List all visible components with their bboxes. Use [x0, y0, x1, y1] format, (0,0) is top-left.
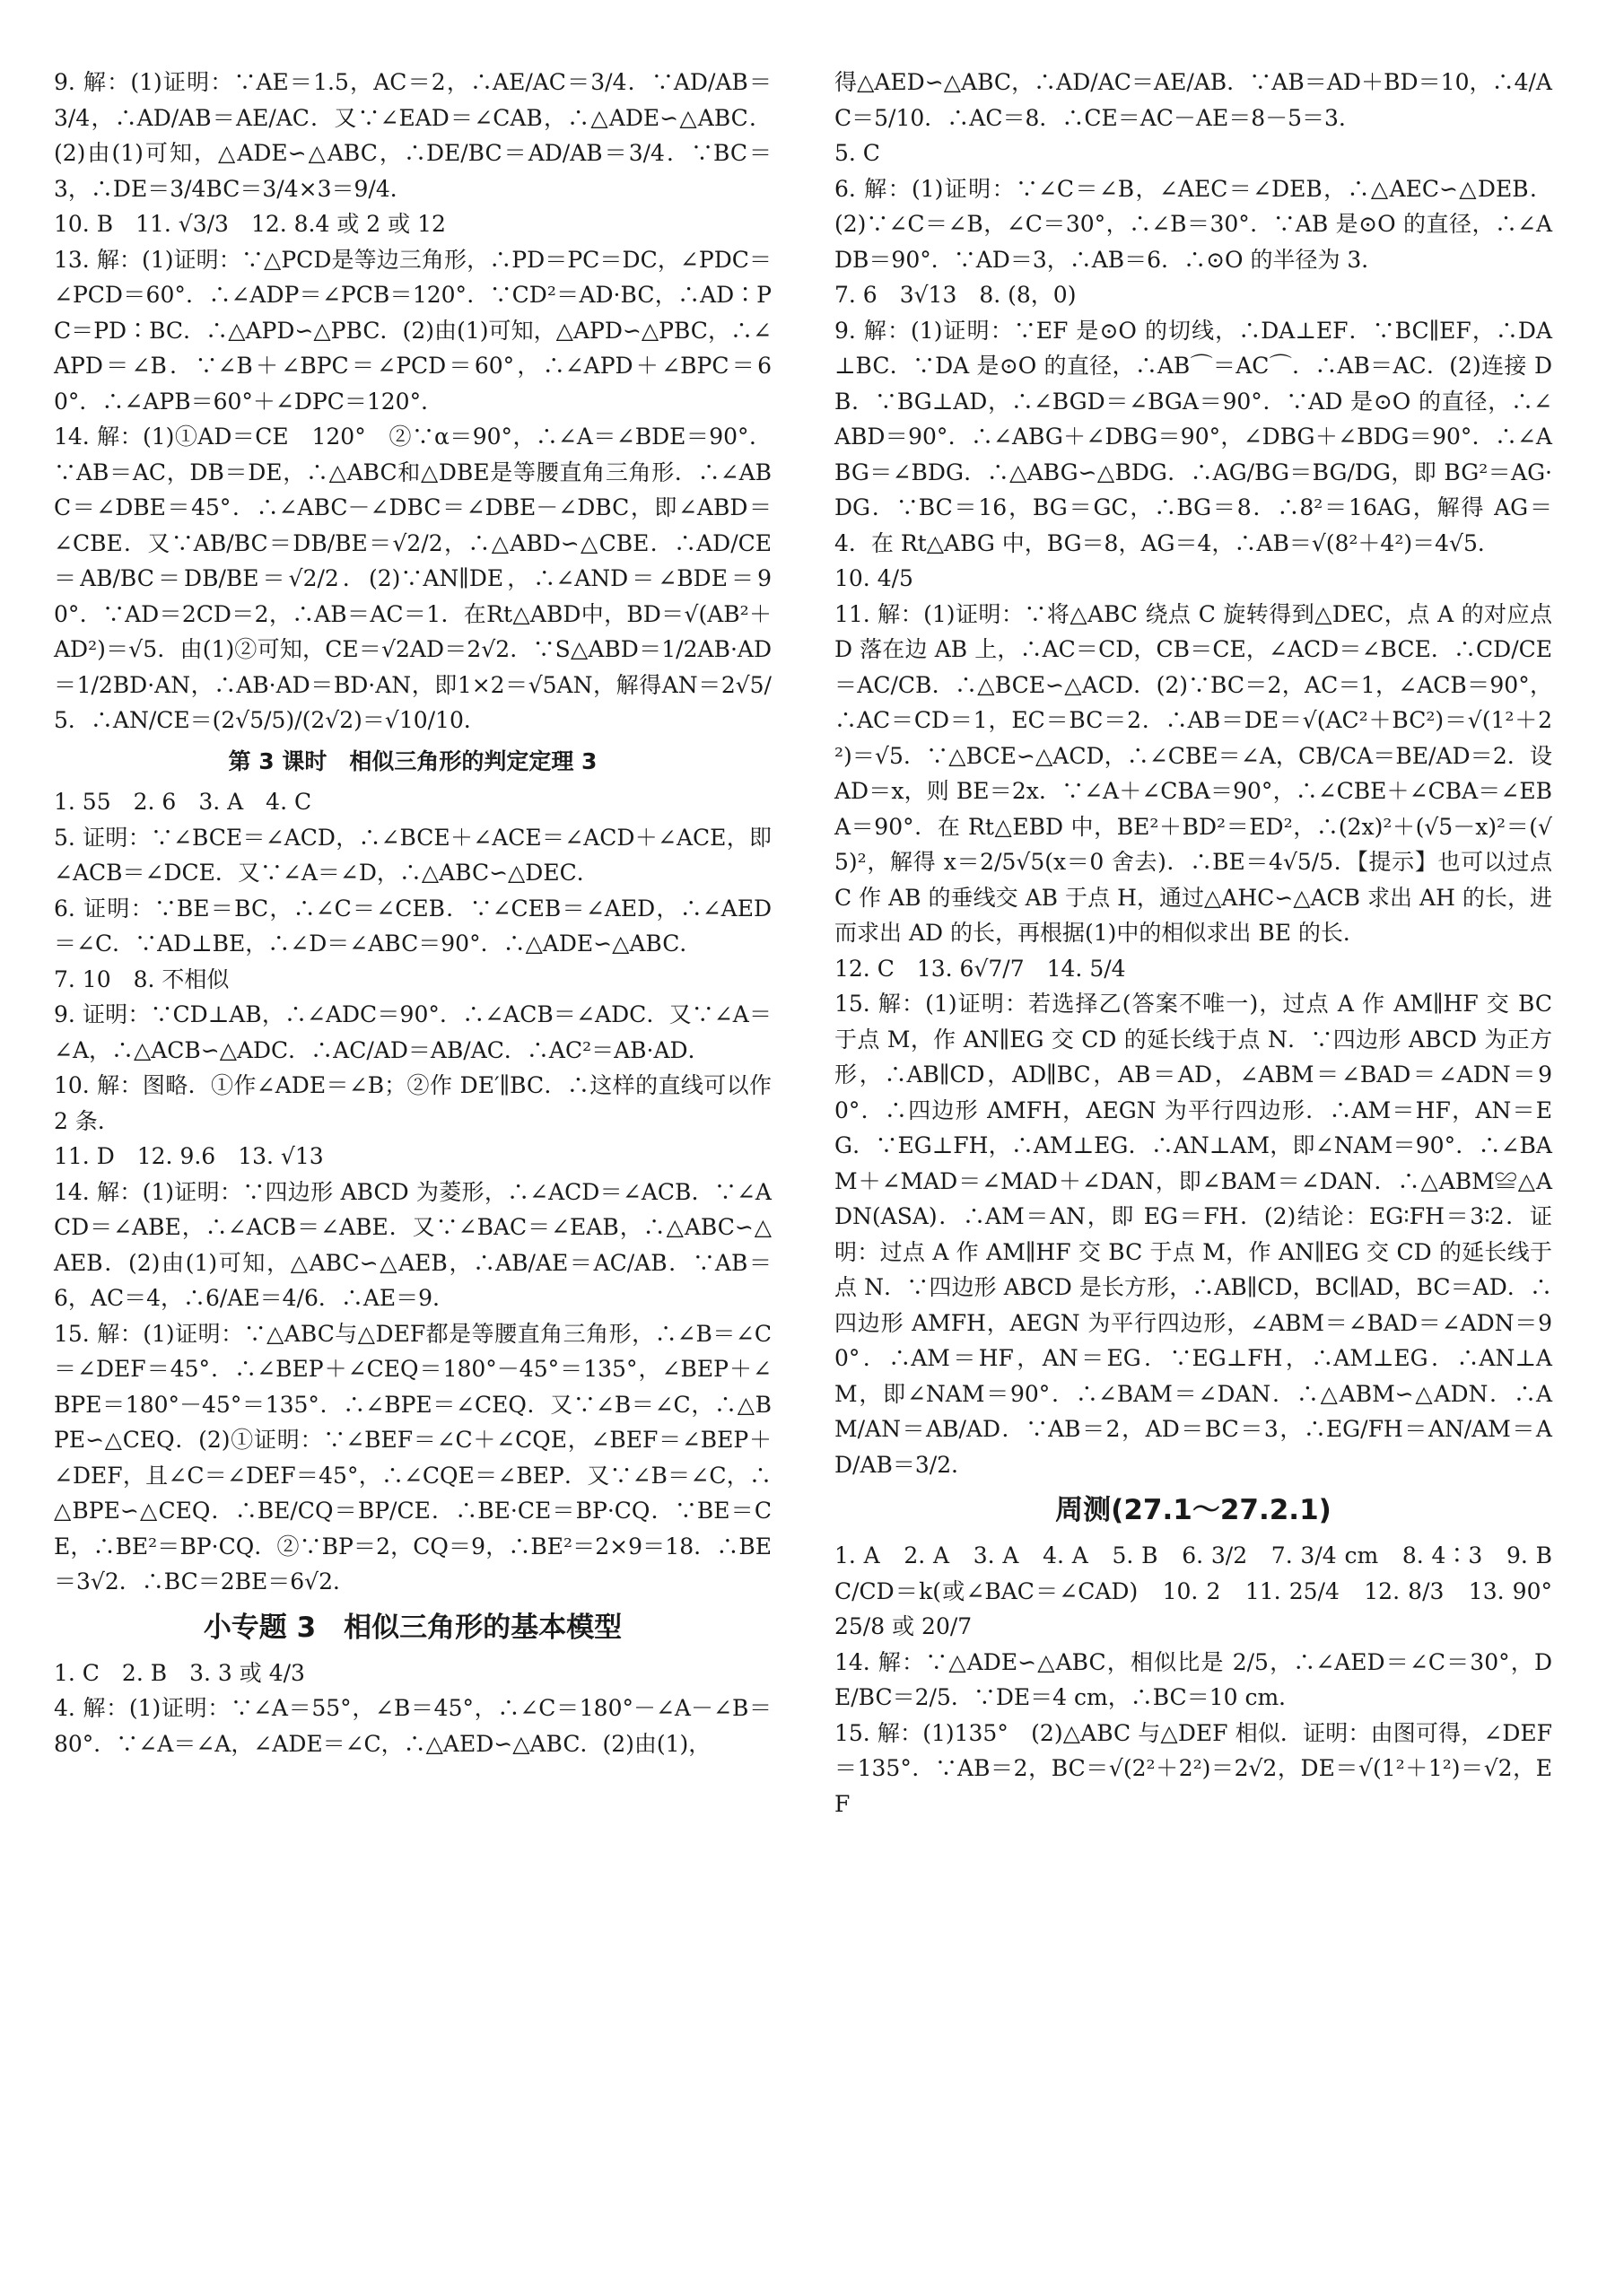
section-heading: 第 3 课时 相似三角形的判定定理 3: [228, 747, 598, 774]
answer-item: 10. 4/5: [834, 565, 913, 591]
answer-item: 1. A 2. A 3. A 4. A 5. B 6. 3/2 7. 3/4 cm 8. 4∶3 9. BC/CD＝k(或∠BAC＝∠CAD) 10. 2 11. 25/4 12. 8/3 13. 90° 25/8 或 20/7: [834, 1542, 1576, 1639]
answer-item: 得△AED∽△ABC，∴AD/AC＝AE/AB．∵AB＝AD＋BD＝10，∴4/AC＝5/10．∴AC＝8．∴CE＝AC－AE＝8－5＝3．: [834, 69, 1552, 131]
answer-item: 1. 55 2. 6 3. A 4. C: [54, 789, 312, 815]
answer-item: 11. D 12. 9.6 13. √13: [54, 1143, 324, 1169]
section-heading: 小专题 3 相似三角形的基本模型: [203, 1611, 623, 1644]
answer-item: 14. 解：∵△ADE∽△ABC，相似比是 2/5，∴∠AED＝∠C＝30°，DE/BC＝2/5．∵DE＝4 cm，∴BC＝10 cm．: [834, 1648, 1552, 1710]
answer-item: 12. C 13. 6√7/7 14. 5/4: [834, 955, 1126, 982]
answer-item: 9. 解：(1)证明：∵AE＝1.5，AC＝2，∴AE/AC＝3/4．∵AD/AB＝3/4，∴AD/AB＝AE/AC．又∵∠EAD＝∠CAB，∴△ADE∽△ABC．(2)由(1)可知，△ADE∽△ABC，∴DE/BC＝AD/AB＝3/4．∵BC＝3，∴DE＝3/4BC＝3/4×3＝9/4．: [54, 69, 772, 202]
answer-item: 5. C: [834, 140, 880, 166]
answer-item: 4. 解：(1)证明：∵∠A＝55°，∠B＝45°，∴∠C＝180°－∠A－∠B＝80°．∵∠A＝∠A，∠ADE＝∠C，∴△AED∽△ABC．(2)由(1)，: [54, 1695, 772, 1757]
right-column: [834, 65, 1576, 1822]
answer-item: 6. 证明：∵BE＝BC，∴∠C＝∠CEB．∵∠CEB＝∠AED，∴∠AED＝∠C．∵AD⊥BE，∴∠D＝∠ABC＝90°．∴△ADE∽△ABC．: [54, 895, 772, 957]
answer-item: 1. C 2. B 3. 3 或 4/3: [54, 1659, 305, 1686]
section-heading: 周测(27.1～27.2.1): [1055, 1494, 1332, 1526]
answer-item: 7. 6 3√13 8. (8，0): [834, 282, 1077, 308]
answer-item: 15. 解：(1)135° (2)△ABC 与△DEF 相似．证明：由图可得，∠DEF＝135°．∵AB＝2，BC＝√(2²＋2²)＝2√2，DE＝√(1²＋1²)＝√2，EF: [834, 1719, 1552, 1817]
answer-item: 14. 解：(1)证明：∵四边形 ABCD 为菱形，∴∠ACD＝∠ACB．∵∠ACD＝∠ABE，∴∠ACB＝∠ABE．又∵∠BAC＝∠EAB，∴△ABC∽△AEB．(2)由(1)可知，△ABC∽△AEB，∴AB/AE＝AC/AB．∵AB＝6，AC＝4，∴6/AE＝4/6．∴AE＝9．: [54, 1178, 772, 1311]
answer-item: 10. B 11. √3/3 12. 8.4 或 2 或 12: [54, 211, 446, 237]
answer-item: 9. 解：(1)证明：∵EF 是⊙O 的切线，∴DA⊥EF．∵BC∥EF，∴DA⊥BC．∵DA 是⊙O 的直径，∴AB⌒＝AC⌒．∴AB＝AC．(2)连接 DB．∵BG⊥AD，∴∠BGD＝∠BGA＝90°．∵AD 是⊙O 的直径，∴∠ABD＝90°．∴∠ABG＋∠DBG＝90°，∠DBG＋∠BDG＝90°．∴∠ABG＝∠BDG．∴△ABG∽△BDG．∴AG/BG＝BG/DG，即 BG²＝AG·DG．∵BC＝16，BG＝GC，∴BG＝8．∴8²＝16AG，解得 AG＝4．在 Rt△ABG 中，BG＝8，AG＝4，∴AB＝√(8²＋4²)＝4√5．: [834, 317, 1552, 556]
answer-item: 13. 解：(1)证明：∵△PCD是等边三角形，∴PD＝PC＝DC，∠PDC＝∠PCD＝60°．∴∠ADP＝∠PCB＝120°．∵CD²＝AD·BC，∴AD∶PC＝PD∶BC．∴△APD∽△PBC．(2)由(1)可知，△APD∽△PBC，∴∠APD＝∠B．∵∠B＋∠BPC＝∠PCD＝60°，∴∠APD＋∠BPC＝60°．∴∠APB＝60°＋∠DPC＝120°．: [54, 246, 772, 415]
answer-item: 11. 解：(1)证明：∵将△ABC 绕点 C 旋转得到△DEC，点 A 的对应点 D 落在边 AB 上，∴AC＝CD，CB＝CE，∠ACD＝∠BCE．∴CD/CE＝AC/CB．∴△BCE∽△ACD．(2)∵BC＝2，AC＝1，∠ACB＝90°，∴AC＝CD＝1，EC＝BC＝2．∴AB＝DE＝√(AC²＋BC²)＝√(1²＋2²)＝√5．∵△BCE∽△ACD，∴∠CBE＝∠A，CB/CA＝BE/AD＝2．设 AD＝x，则 BE＝2x．∵∠A＋∠CBA＝90°，∴∠CBE＋∠CBA＝∠EBA＝90°．在 Rt△EBD 中，BE²＋BD²＝ED²，∴(2x)²＋(√5－x)²＝(√5)²，解得 x＝2/5√5(x＝0 舍去)．∴BE＝4√5/5．【提示】也可以过点 C 作 AB 的垂线交 AB 于点 H，通过△AHC∽△ACB 求出 AH 的长，进而求出 AD 的长，再根据(1)中的相似求出 BE 的长．: [834, 600, 1559, 946]
answer-item: 15. 解：(1)证明：∵△ABC与△DEF都是等腰直角三角形，∴∠B＝∠C＝∠DEF＝45°．∴∠BEP＋∠CEQ＝180°－45°＝135°，∠BEP＋∠BPE＝180°－45°＝135°．∴∠BPE＝∠CEQ．又∵∠B＝∠C，∴△BPE∽△CEQ．(2)①证明：∵∠BEF＝∠C＋∠CQE，∠BEF＝∠BEP＋∠DEF，且∠C＝∠DEF＝45°，∴∠CQE＝∠BEP．又∵∠B＝∠C，∴△BPE∽△CEQ．∴BE/CQ＝BP/CE．∴BE·CE＝BP·CQ．∵BE＝CE，∴BE²＝BP·CQ．②∵BP＝2，CQ＝9，∴BE²＝2×9＝18．∴BE＝3√2．∴BC＝2BE＝6√2．: [54, 1320, 772, 1594]
answer-item: 10. 解：图略．①作∠ADE＝∠B；②作 DE′∥BC．∴这样的直线可以作 2 条．: [54, 1072, 779, 1134]
answer-item: 7. 10 8. 不相似: [54, 965, 230, 992]
answer-item: 14. 解：(1)①AD＝CE 120° ②∵α＝90°，∴∠A＝∠BDE＝90°．∵AB＝AC，DB＝DE，∴△ABC和△DBE是等腰直角三角形．∴∠ABC＝∠DBE＝45°．∴∠ABC－∠DBC＝∠DBE－∠DBC，即∠ABD＝∠CBE．又∵AB/BC＝DB/BE＝√2/2，∴△ABD∽△CBE．∴AD/CE＝AB/BC＝DB/BE＝√2/2．(2)∵AN∥DE，∴∠AND＝∠BDE＝90°．∵AD＝2CD＝2，∴AB＝AC＝1．在Rt△ABD中，BD＝√(AB²＋AD²)＝√5．由(1)②可知，CE＝√2AD＝2√2．∵S△ABD＝1/2AB·AD＝1/2BD·AN，∴AB·AD＝BD·AN，即1×2＝√5AN，解得AN＝2√5/5．∴AN/CE＝(2√5/5)/(2√2)＝√10/10．: [54, 424, 772, 733]
answer-item: 15. 解：(1)证明：若选择乙(答案不唯一)，过点 A 作 AM∥HF 交 BC 于点 M，作 AN∥EG 交 CD 的延长线于点 N．∵四边形 ABCD 为正方形，∴AB∥CD，AD∥BC，AB＝AD，∠ABM＝∠BAD＝∠ADN＝90°．∴四边形 AMFH，AEGN 为平行四边形．∴AM＝HF，AN＝EG．∵EG⊥FH，∴AM⊥EG．∴AN⊥AM，即∠NAM＝90°．∴∠BAM＋∠MAD＝∠MAD＋∠DAN，即∠BAM＝∠DAN．∴△ABM≌△ADN(ASA)．∴AM＝AN，即 EG＝FH．(2)结论：EG∶FH＝3∶2．证明：过点 A 作 AM∥HF 交 BC 于点 M，作 AN∥EG 交 CD 的延长线于点 N．∵四边形 ABCD 是长方形，∴AB∥CD，BC∥AD，BC＝AD．∴四边形 AMFH，AEGN 为平行四边形，∠ABM＝∠BAD＝∠ADN＝90°．∴AM＝HF，AN＝EG．∵EG⊥FH，∴AM⊥EG．∴AN⊥AM，即∠NAM＝90°．∴∠BAM＝∠DAN．∴△ABM∽△ADN．∴AM/AN＝AB/AD．∵AB＝2，AD＝BC＝3，∴EG/FH＝AN/AM＝AD/AB＝3/2．: [834, 991, 1559, 1478]
answer-item: 6. 解：(1)证明：∵∠C＝∠B，∠AEC＝∠DEB，∴△AEC∽△DEB．(2)∵∠C＝∠B，∠C＝30°，∴∠B＝30°．∵AB 是⊙O 的直径，∴∠ADB＝90°．∵AD＝3，∴AB＝6．∴⊙O 的半径为 3．: [834, 175, 1552, 273]
answer-item: 5. 证明：∵∠BCE＝∠ACD，∴∠BCE＋∠ACE＝∠ACD＋∠ACE，即∠ACB＝∠DCE．又∵∠A＝∠D，∴△ABC∽△DEC．: [54, 824, 772, 886]
answer-item: 9. 证明：∵CD⊥AB，∴∠ADC＝90°．∴∠ACB＝∠ADC．又∵∠A＝∠A，∴△ACB∽△ADC．∴AC/AD＝AB/AC．∴AC²＝AB·AD．: [54, 1001, 772, 1063]
left-column: [54, 65, 779, 1761]
